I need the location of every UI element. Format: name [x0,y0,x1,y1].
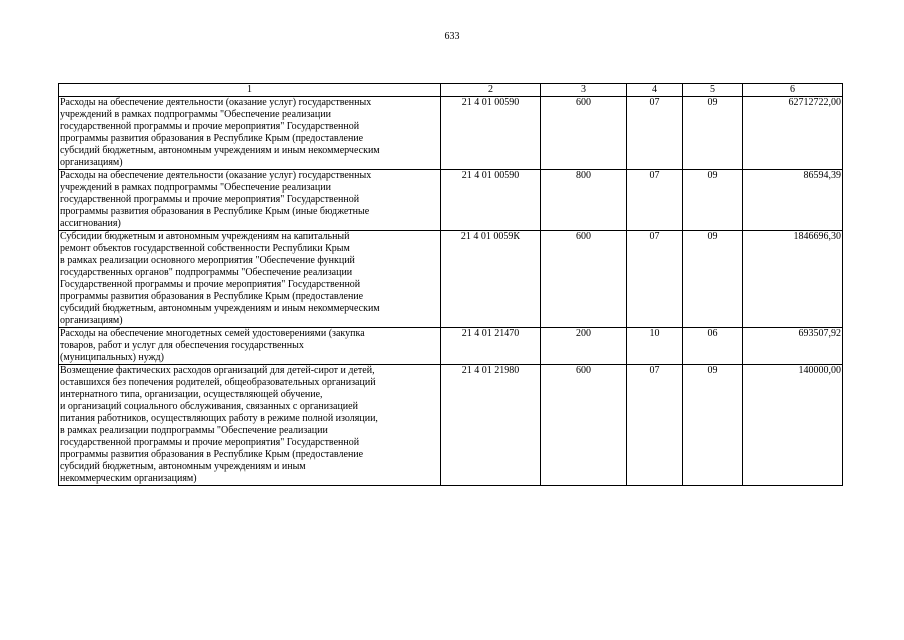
row-section: 07 [627,231,683,328]
row-subsection: 09 [683,170,743,231]
row-description: Расходы на обеспечение многодетных семей удостоверениями (закупка товаров, работ и услуг для обеспечения государственных (муниципальных) нужд) [59,328,441,365]
row-section: 07 [627,170,683,231]
table-row [59,328,843,365]
table-row [59,365,843,486]
row-expense-type: 600 [541,97,627,170]
row-expense-type: 600 [541,231,627,328]
row-amount: 140000,00 [743,365,843,486]
row-subsection: 09 [683,231,743,328]
row-description: Субсидии бюджетным и автономным учреждениям на капитальный ремонт объектов государственной собственности Республики Крым в рамках реализации основного мероприятия "Обеспечение функций государственных органов" подпрограммы "Обеспечение реализации Государственной программы и прочие мероприятия" Государственной программы развития образования в Республике Крым (предоставление субсидий бюджетным, автономным учреждениям и иным некоммерческим организациям) [59,231,441,328]
table-row [59,231,843,328]
header-row [59,84,843,97]
budget-table [58,83,843,486]
page-number: 633 [444,31,460,42]
column-header-2: 2 [441,84,541,97]
row-amount: 1846696,30 [743,231,843,328]
row-description: Расходы на обеспечение деятельности (оказание услуг) государственных учреждений в рамках подпрограммы "Обеспечение реализации государственной программы и прочие мероприятия" Государственной программы развития образования в Республике Крым (иные бюджетные ассигнования) [59,170,441,231]
row-subsection: 09 [683,97,743,170]
row-amount: 86594,39 [743,170,843,231]
column-header-6: 6 [743,84,843,97]
table-row [59,170,843,231]
row-target-code: 21 4 01 21980 [441,365,541,486]
column-header-4: 4 [627,84,683,97]
column-header-3: 3 [541,84,627,97]
row-expense-type: 600 [541,365,627,486]
column-header-1: 1 [59,84,441,97]
row-target-code: 21 4 01 0059К [441,231,541,328]
row-target-code: 21 4 01 00590 [441,170,541,231]
row-subsection: 09 [683,365,743,486]
table-row [59,97,843,170]
row-amount: 62712722,00 [743,97,843,170]
row-target-code: 21 4 01 00590 [441,97,541,170]
row-target-code: 21 4 01 21470 [441,328,541,365]
column-header-5: 5 [683,84,743,97]
row-section: 07 [627,365,683,486]
row-description: Расходы на обеспечение деятельности (оказание услуг) государственных учреждений в рамках подпрограммы "Обеспечение реализации государственной программы и прочие мероприятия" Государственной программы развития образования в Республике Крым (предоставление субсидий бюджетным, автономным учреждениям и иным некоммерческим организациям) [59,97,441,170]
row-expense-type: 200 [541,328,627,365]
row-subsection: 06 [683,328,743,365]
row-description: Возмещение фактических расходов организаций для детей-сирот и детей, оставшихся без попечения родителей, общеобразовательных организаций интернатного типа, организации, осуществляющей обучение, и организаций социального обслуживания, связанных с организацией питания работников, осуществляющих работу в режиме полной изоляции, в рамках реализации подпрограммы "Обеспечение реализации государственной программы и прочие мероприятия" Государственной программы развития образования в Республике Крым (предоставление субсидий бюджетным, автономным учреждениям и иным некоммерческим организациям) [59,365,441,486]
row-amount: 693507,92 [743,328,843,365]
row-section: 10 [627,328,683,365]
row-expense-type: 800 [541,170,627,231]
row-section: 07 [627,97,683,170]
